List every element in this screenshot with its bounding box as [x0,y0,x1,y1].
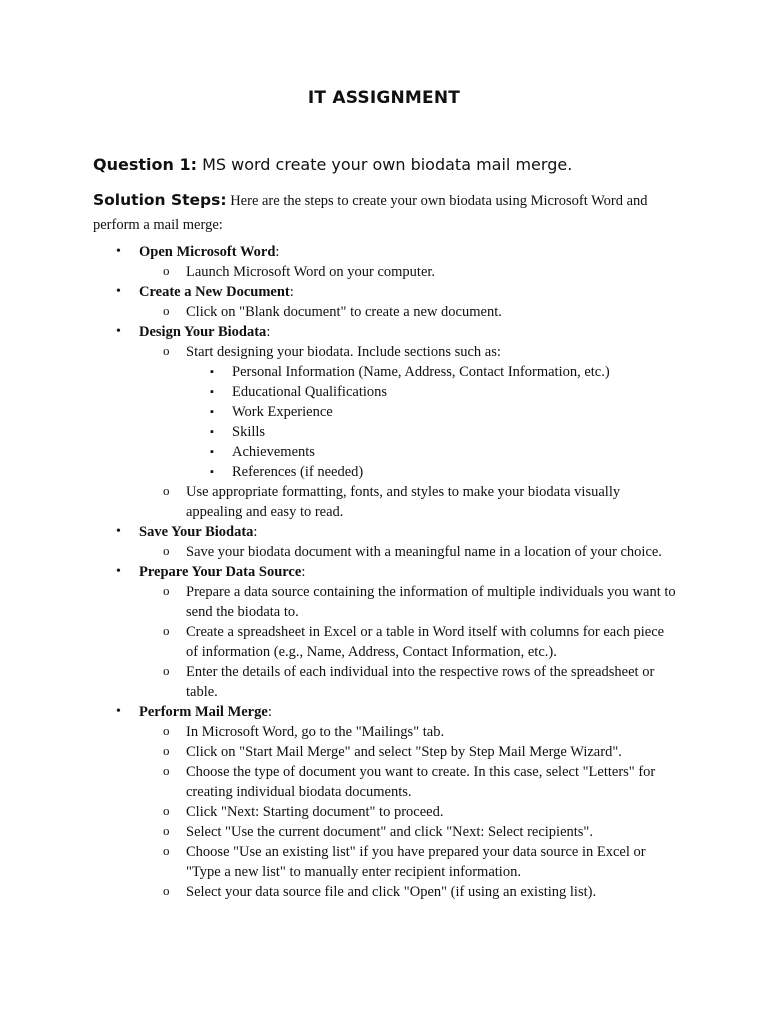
bullet-marker: • [116,564,121,579]
circle-marker: o [163,343,170,358]
step-heading: Save Your Biodata [139,524,254,540]
sub-step-item [0,662,676,702]
sub-step-item [0,742,676,762]
square-marker: ▪ [210,366,214,378]
circle-marker: o [163,623,170,638]
square-marker: ▪ [210,426,214,438]
bullet-marker: • [116,284,121,299]
sub-step-text: Prepare a data source containing the information of multiple individuals you want to send the biodata to. [186,584,676,620]
step-heading: Perform Mail Merge [139,704,268,720]
step-heading-colon: : [275,244,280,260]
square-marker: ▪ [210,466,214,478]
sub-step-item [0,842,676,882]
section-item [0,442,672,462]
sub-step-text: Choose the type of document you want to create. In this case, select "Letters" for creating individual biodata documents. [186,764,656,800]
sub-step-text: Select your data source file and click "Open" (if using an existing list). [186,884,597,900]
sub-step-text: Launch Microsoft Word on your computer. [186,264,436,280]
solution-intro [93,188,683,237]
circle-marker: o [163,763,170,778]
step-heading-colon: : [289,284,294,300]
sub-step-item [0,262,676,282]
bullet-marker: • [116,244,121,259]
sub-step-item [0,762,676,802]
step-heading: Open Microsoft Word [139,244,276,260]
step-heading: Design Your Biodata [139,324,267,340]
circle-marker: o [163,803,170,818]
sub-step-text: Select "Use the current document" and click "Next: Select recipients". [186,824,593,840]
sub-step-item [0,822,676,842]
sub-step-text: Click on "Start Mail Merge" and select "Step by Step Mail Merge Wizard". [186,744,622,760]
page-title: IT ASSIGNMENT [307,88,461,108]
sub-step-text: Click on "Blank document" to create a new document. [186,304,502,320]
step-item [0,322,679,342]
sub-step-text: Enter the details of each individual into the respective rows of the spreadsheet or table. [186,664,655,700]
sub-step-item [0,802,676,822]
bullet-marker: • [116,524,121,539]
sub-step-text: In Microsoft Word, go to the "Mailings" tab. [186,724,445,740]
square-marker: ▪ [210,446,214,458]
step-heading-colon: : [301,564,306,580]
sub-step-item [0,302,676,322]
section-item [0,362,672,382]
section-item-text: Work Experience [232,404,333,420]
sub-step-item [0,482,676,522]
section-item [0,402,672,422]
sub-step-item [0,882,676,902]
step-heading-colon: : [266,324,271,340]
section-item-text: Educational Qualifications [232,384,388,400]
circle-marker: o [163,583,170,598]
question-text: MS word create your own biodata mail merge. [202,155,573,174]
sub-step-text: Start designing your biodata. Include sections such as: [186,344,501,360]
section-item-text: Personal Information (Name, Address, Contact Information, etc.) [232,364,610,380]
sub-step-text: Click "Next: Starting document" to proceed. [186,804,444,820]
sub-step-text: Create a spreadsheet in Excel or a table in Word itself with columns for each piece of information (e.g., Name, Address, Contact Information, etc.). [186,624,665,660]
circle-marker: o [163,883,170,898]
sub-step-text: Save your biodata document with a meaningful name in a location of your choice. [186,544,662,560]
circle-marker: o [163,543,170,558]
solution-text: Here are the steps to create your own biodata using Microsoft Word and perform a mail merge: [93,193,648,233]
section-item-text: Achievements [232,444,315,460]
circle-marker: o [163,483,170,498]
circle-marker: o [163,663,170,678]
circle-marker: o [163,743,170,758]
bullet-marker: • [116,704,121,719]
section-item [0,382,672,402]
question-label: Question 1: [93,155,197,174]
step-item [0,702,679,722]
steps-list [0,242,768,902]
bullet-marker: • [116,324,121,339]
sub-step-item [0,722,676,742]
step-item [0,282,679,302]
circle-marker: o [163,263,170,278]
step-heading: Create a New Document [139,284,290,300]
step-item [0,242,679,262]
solution-label: Solution Steps: [93,191,227,209]
circle-marker: o [163,303,170,318]
sub-step-item [0,622,676,662]
step-heading-colon: : [267,704,272,720]
step-heading: Prepare Your Data Source [139,564,302,580]
step-heading-colon: : [253,524,258,540]
square-marker: ▪ [210,406,214,418]
section-item [0,462,672,482]
step-item [0,522,679,542]
sub-step-item [0,342,676,362]
sub-step-text: Choose "Use an existing list" if you have prepared your data source in Excel or "Type a new list" to manually enter recipient information. [186,844,646,880]
question-1 [93,155,572,174]
square-marker: ▪ [210,386,214,398]
section-item-text: References (if needed) [232,464,364,480]
circle-marker: o [163,843,170,858]
circle-marker: o [163,723,170,738]
sub-step-item [0,582,676,622]
sub-step-item [0,542,676,562]
step-item [0,562,679,582]
sub-step-text: Use appropriate formatting, fonts, and styles to make your biodata visually appealing and easy to read. [186,484,621,520]
circle-marker: o [163,823,170,838]
section-item [0,422,672,442]
section-item-text: Skills [232,424,266,440]
